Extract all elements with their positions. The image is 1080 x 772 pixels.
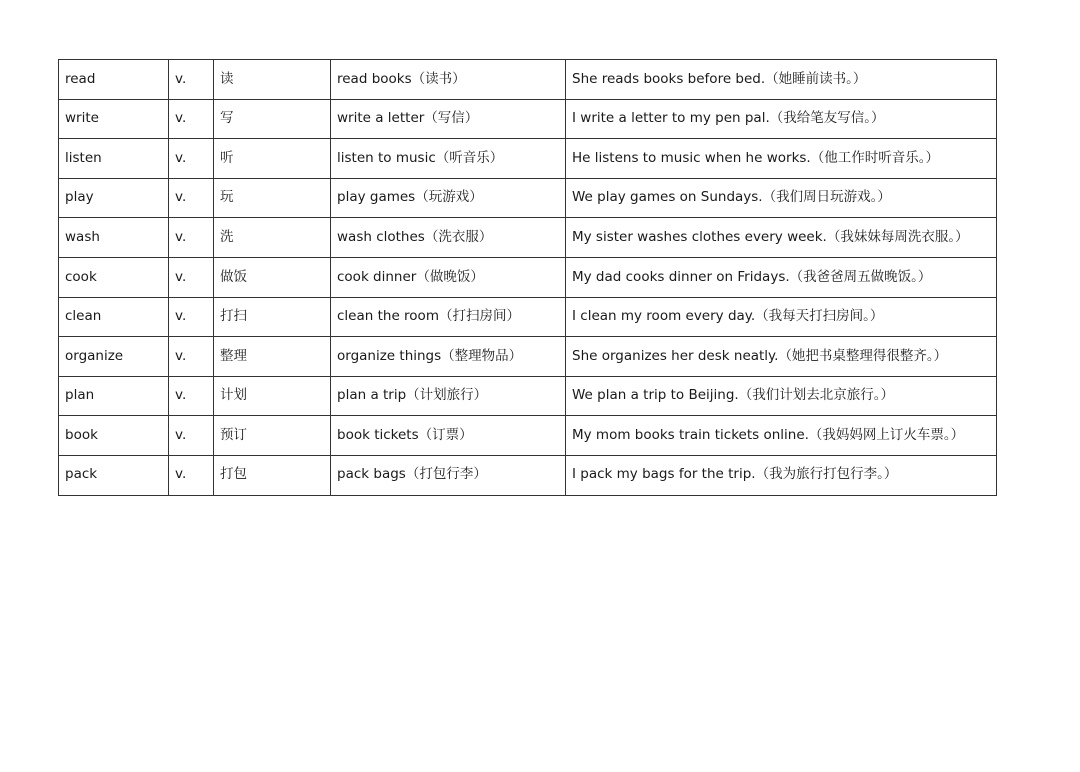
word-cell: pack xyxy=(59,455,169,495)
part-of-speech-cell: v. xyxy=(169,416,214,456)
chinese-meaning-cell: 打扫 xyxy=(214,297,331,337)
table-row xyxy=(59,218,997,258)
word-cell: organize xyxy=(59,337,169,377)
phrase-cell: organize things（整理物品） xyxy=(331,337,566,377)
table-row xyxy=(59,178,997,218)
table-row xyxy=(59,337,997,377)
phrase-cell: write a letter（写信） xyxy=(331,99,566,139)
word-cell: read xyxy=(59,60,169,100)
example-sentence-cell: My mom books train tickets online.（我妈妈网上订火车票。） xyxy=(566,416,997,456)
table-row xyxy=(59,376,997,416)
example-sentence-cell: I clean my room every day.（我每天打扫房间。） xyxy=(566,297,997,337)
word-cell: plan xyxy=(59,376,169,416)
example-sentence-cell: I write a letter to my pen pal.（我给笔友写信。） xyxy=(566,99,997,139)
table-row xyxy=(59,139,997,179)
part-of-speech-cell: v. xyxy=(169,178,214,218)
vocabulary-table xyxy=(58,59,997,496)
chinese-meaning-cell: 整理 xyxy=(214,337,331,377)
word-cell: wash xyxy=(59,218,169,258)
word-cell: listen xyxy=(59,139,169,179)
table-row xyxy=(59,99,997,139)
example-sentence-cell: My sister washes clothes every week.（我妹妹每周洗衣服。） xyxy=(566,218,997,258)
phrase-cell: listen to music（听音乐） xyxy=(331,139,566,179)
part-of-speech-cell: v. xyxy=(169,455,214,495)
example-sentence-cell: I pack my bags for the trip.（我为旅行打包行李。） xyxy=(566,455,997,495)
chinese-meaning-cell: 计划 xyxy=(214,376,331,416)
part-of-speech-cell: v. xyxy=(169,60,214,100)
chinese-meaning-cell: 做饭 xyxy=(214,257,331,297)
phrase-cell: pack bags（打包行李） xyxy=(331,455,566,495)
word-cell: book xyxy=(59,416,169,456)
chinese-meaning-cell: 洗 xyxy=(214,218,331,258)
table-row xyxy=(59,257,997,297)
example-sentence-cell: We plan a trip to Beijing.（我们计划去北京旅行。） xyxy=(566,376,997,416)
part-of-speech-cell: v. xyxy=(169,218,214,258)
phrase-cell: cook dinner（做晚饭） xyxy=(331,257,566,297)
example-sentence-cell: He listens to music when he works.（他工作时听音乐。） xyxy=(566,139,997,179)
word-cell: play xyxy=(59,178,169,218)
word-cell: clean xyxy=(59,297,169,337)
part-of-speech-cell: v. xyxy=(169,139,214,179)
chinese-meaning-cell: 写 xyxy=(214,99,331,139)
word-cell: cook xyxy=(59,257,169,297)
table-row xyxy=(59,416,997,456)
phrase-cell: book tickets（订票） xyxy=(331,416,566,456)
part-of-speech-cell: v. xyxy=(169,99,214,139)
example-sentence-cell: We play games on Sundays.（我们周日玩游戏。） xyxy=(566,178,997,218)
chinese-meaning-cell: 读 xyxy=(214,60,331,100)
example-sentence-cell: She reads books before bed.（她睡前读书。） xyxy=(566,60,997,100)
part-of-speech-cell: v. xyxy=(169,337,214,377)
phrase-cell: read books（读书） xyxy=(331,60,566,100)
phrase-cell: wash clothes（洗衣服） xyxy=(331,218,566,258)
table-row xyxy=(59,297,997,337)
table-row xyxy=(59,455,997,495)
chinese-meaning-cell: 打包 xyxy=(214,455,331,495)
chinese-meaning-cell: 玩 xyxy=(214,178,331,218)
phrase-cell: play games（玩游戏） xyxy=(331,178,566,218)
example-sentence-cell: She organizes her desk neatly.（她把书桌整理得很整齐。） xyxy=(566,337,997,377)
word-cell: write xyxy=(59,99,169,139)
part-of-speech-cell: v. xyxy=(169,257,214,297)
phrase-cell: plan a trip（计划旅行） xyxy=(331,376,566,416)
part-of-speech-cell: v. xyxy=(169,297,214,337)
example-sentence-cell: My dad cooks dinner on Fridays.（我爸爸周五做晚饭。） xyxy=(566,257,997,297)
table-row xyxy=(59,60,997,100)
chinese-meaning-cell: 预订 xyxy=(214,416,331,456)
part-of-speech-cell: v. xyxy=(169,376,214,416)
chinese-meaning-cell: 听 xyxy=(214,139,331,179)
phrase-cell: clean the room（打扫房间） xyxy=(331,297,566,337)
